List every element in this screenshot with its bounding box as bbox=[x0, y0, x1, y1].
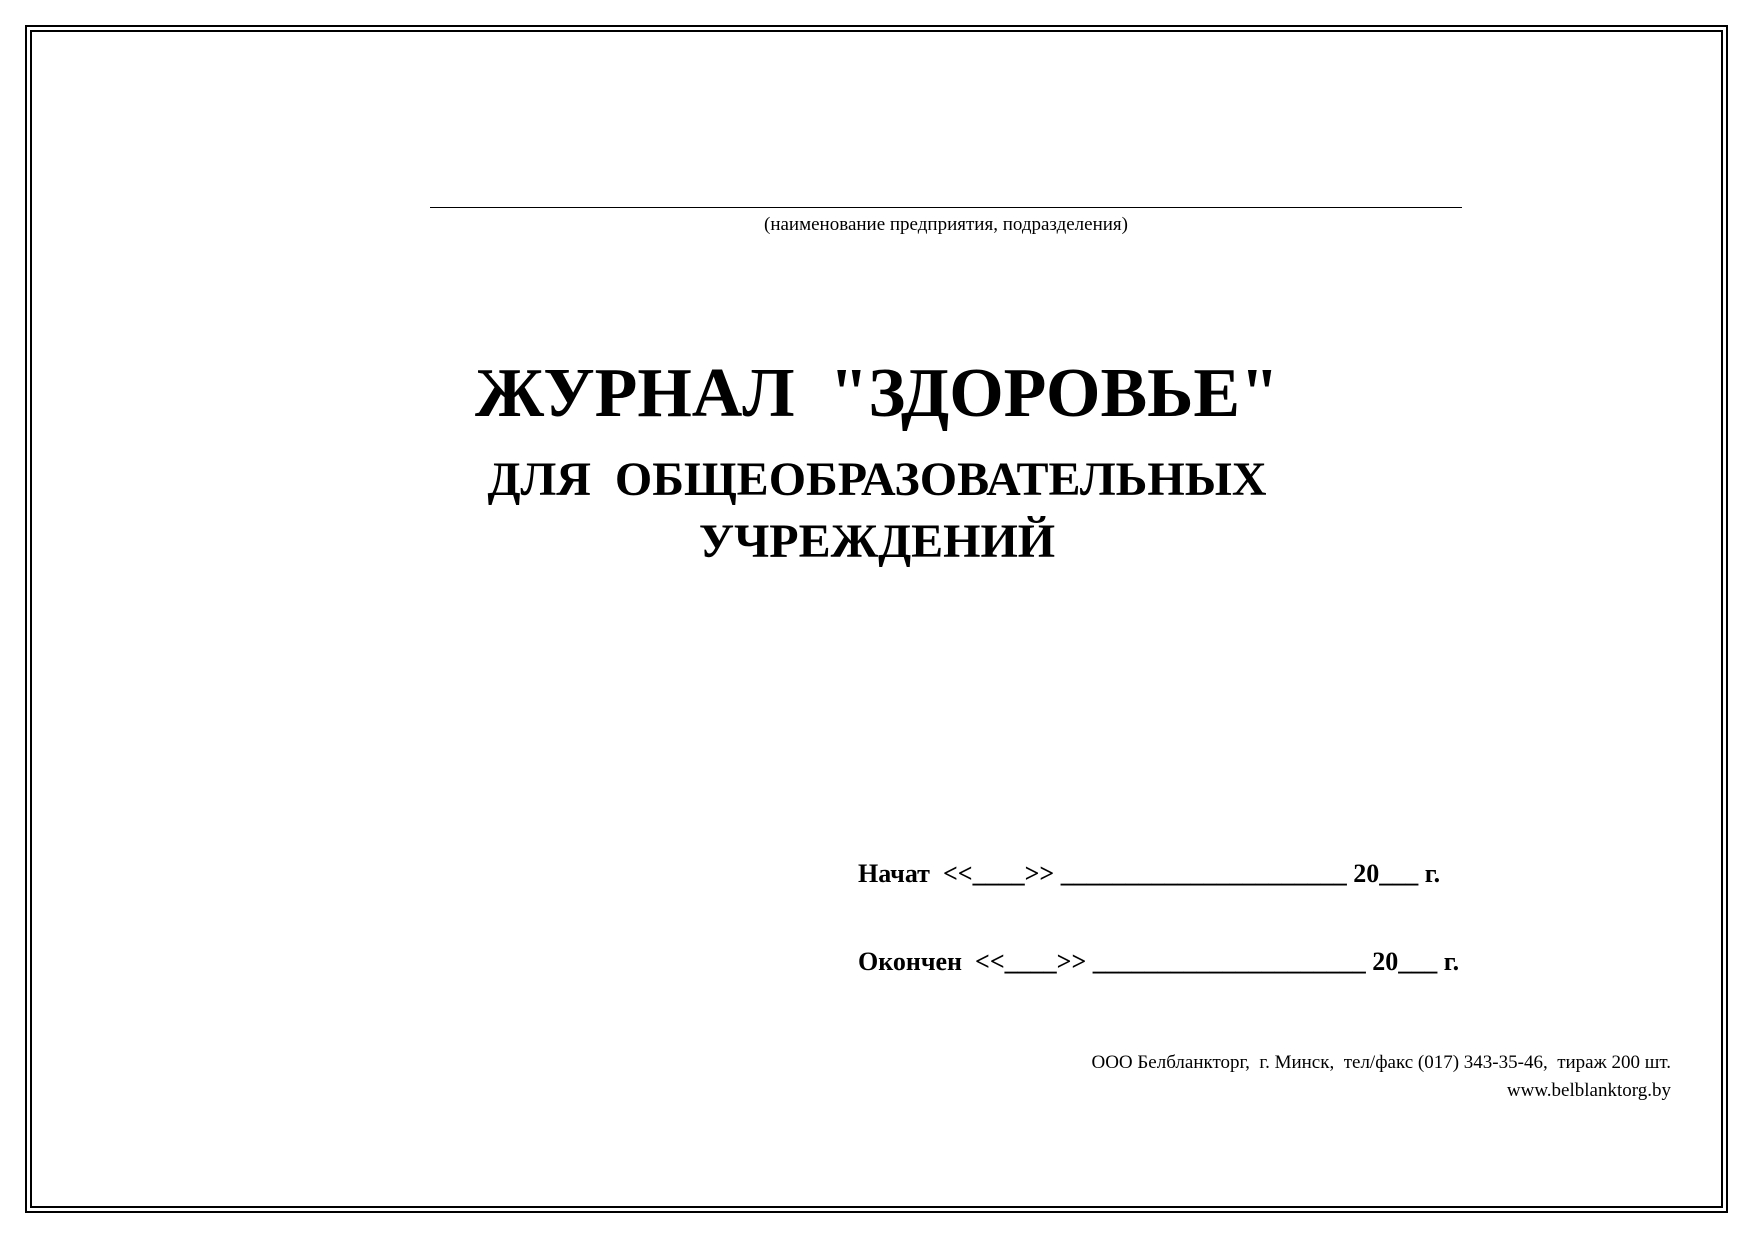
publisher-line1: ООО Белбланкторг, г. Минск, тел/факс (017) 343-35-46, тираж 200 шт. bbox=[1091, 1052, 1671, 1073]
organization-name-line bbox=[430, 207, 1462, 208]
publisher-info bbox=[1091, 1049, 1671, 1105]
journal-title: ЖУРНАЛ "ЗДОРОВЬЕ" bbox=[475, 355, 1279, 432]
publisher-website: www.belblanktorg.by bbox=[1506, 1080, 1671, 1101]
finished-date-field: Окончен <<____>> _____________________ 20___ г. bbox=[858, 947, 1460, 976]
journal-subtitle-line2: УЧРЕЖДЕНИЙ bbox=[698, 515, 1056, 568]
organization-caption: (наименование предприятия, подразделения) bbox=[764, 214, 1128, 235]
started-date-field: Начат <<____>> ______________________ 20___ г. bbox=[858, 859, 1441, 888]
journal-subtitle-line1: ДЛЯ ОБЩЕОБРАЗОВАТЕЛЬНЫХ bbox=[487, 453, 1267, 506]
